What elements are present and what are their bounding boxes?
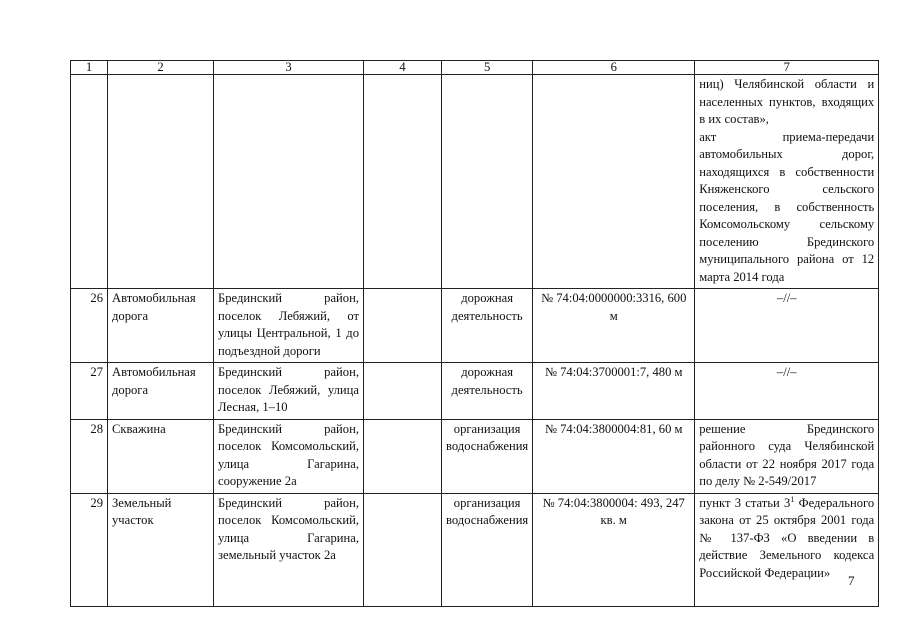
cell-basis: –//– [695,363,879,420]
basis-text-start: пункт 3 статьи 3 [699,495,791,510]
header-col-1: 1 [71,61,108,75]
basis-superscript: 1 [790,494,795,504]
header-col-6: 6 [533,61,695,75]
header-col-4: 4 [364,61,442,75]
cell-purpose: дорожная деятельность [442,289,533,363]
cell-col4 [364,419,442,493]
header-col-3: 3 [214,61,364,75]
cell-basis-continued: ниц) Челябинской области и населенных пунктов, входящих в их состав», акт приема-передачи автомобильных дорог, находящихся в собственности Княженского сельского поселения, в собственность Комсомольскому сельскому поселению Брединского муниципального района от 12 марта 2014 года [695,75,879,289]
table-row [71,363,879,420]
table-row-continued [71,75,879,289]
cell-empty [108,75,214,289]
header-row [71,61,879,75]
table-row [71,289,879,363]
cell-cadastral: № 74:04:3800004:81, 60 м [533,419,695,493]
cell-object-name: Скважина [108,419,214,493]
cell-address: Брединский район, поселок Комсомольский, улица Гагарина, сооружение 2а [214,419,364,493]
cell-empty [71,75,108,289]
cell-number: 28 [71,419,108,493]
cell-cadastral: № 74:04:0000000:3316, 600 м [533,289,695,363]
header-col-2: 2 [108,61,214,75]
cell-address: Брединский район, поселок Комсомольский, улица Гагарина, земельный участок 2а [214,493,364,606]
basis-text-end: Федерального закона от 25 октября 2001 года № 137-ФЗ «О введении в действие Земельного кодекса Российской Федерации» [699,495,875,580]
cell-purpose: организация водоснабжения [442,493,533,606]
table-row [71,493,879,606]
header-col-7: 7 [695,61,879,75]
cell-purpose: организация водоснабжения [442,419,533,493]
document-table [70,60,879,607]
cell-empty [442,75,533,289]
cell-purpose: дорожная деятельность [442,363,533,420]
cell-col4 [364,289,442,363]
cell-col4 [364,493,442,606]
cell-number: 26 [71,289,108,363]
cell-number: 27 [71,363,108,420]
cell-empty [364,75,442,289]
cell-cadastral: № 74:04:3800004: 493, 247 кв. м [533,493,695,606]
cell-object-name: Автомобильная дорога [108,363,214,420]
cell-empty [533,75,695,289]
cell-address: Брединский район, поселок Лебяжий, от улицы Центральной, 1 до подъездной дороги [214,289,364,363]
page-number: 7 [848,573,855,588]
cell-address: Брединский район, поселок Лебяжий, улица Лесная, 1–10 [214,363,364,420]
header-col-5: 5 [442,61,533,75]
cell-basis [695,493,879,606]
cell-object-name: Автомобильная дорога [108,289,214,363]
cell-cadastral: № 74:04:3700001:7, 480 м [533,363,695,420]
cell-object-name: Земельный участок [108,493,214,606]
cell-empty [214,75,364,289]
table-row [71,419,879,493]
cell-number: 29 [71,493,108,606]
cell-basis: решение Брединского районного суда Челябинской области от 22 ноября 2017 года по делу № 2-549/2017 [695,419,879,493]
cell-col4 [364,363,442,420]
cell-basis: –//– [695,289,879,363]
